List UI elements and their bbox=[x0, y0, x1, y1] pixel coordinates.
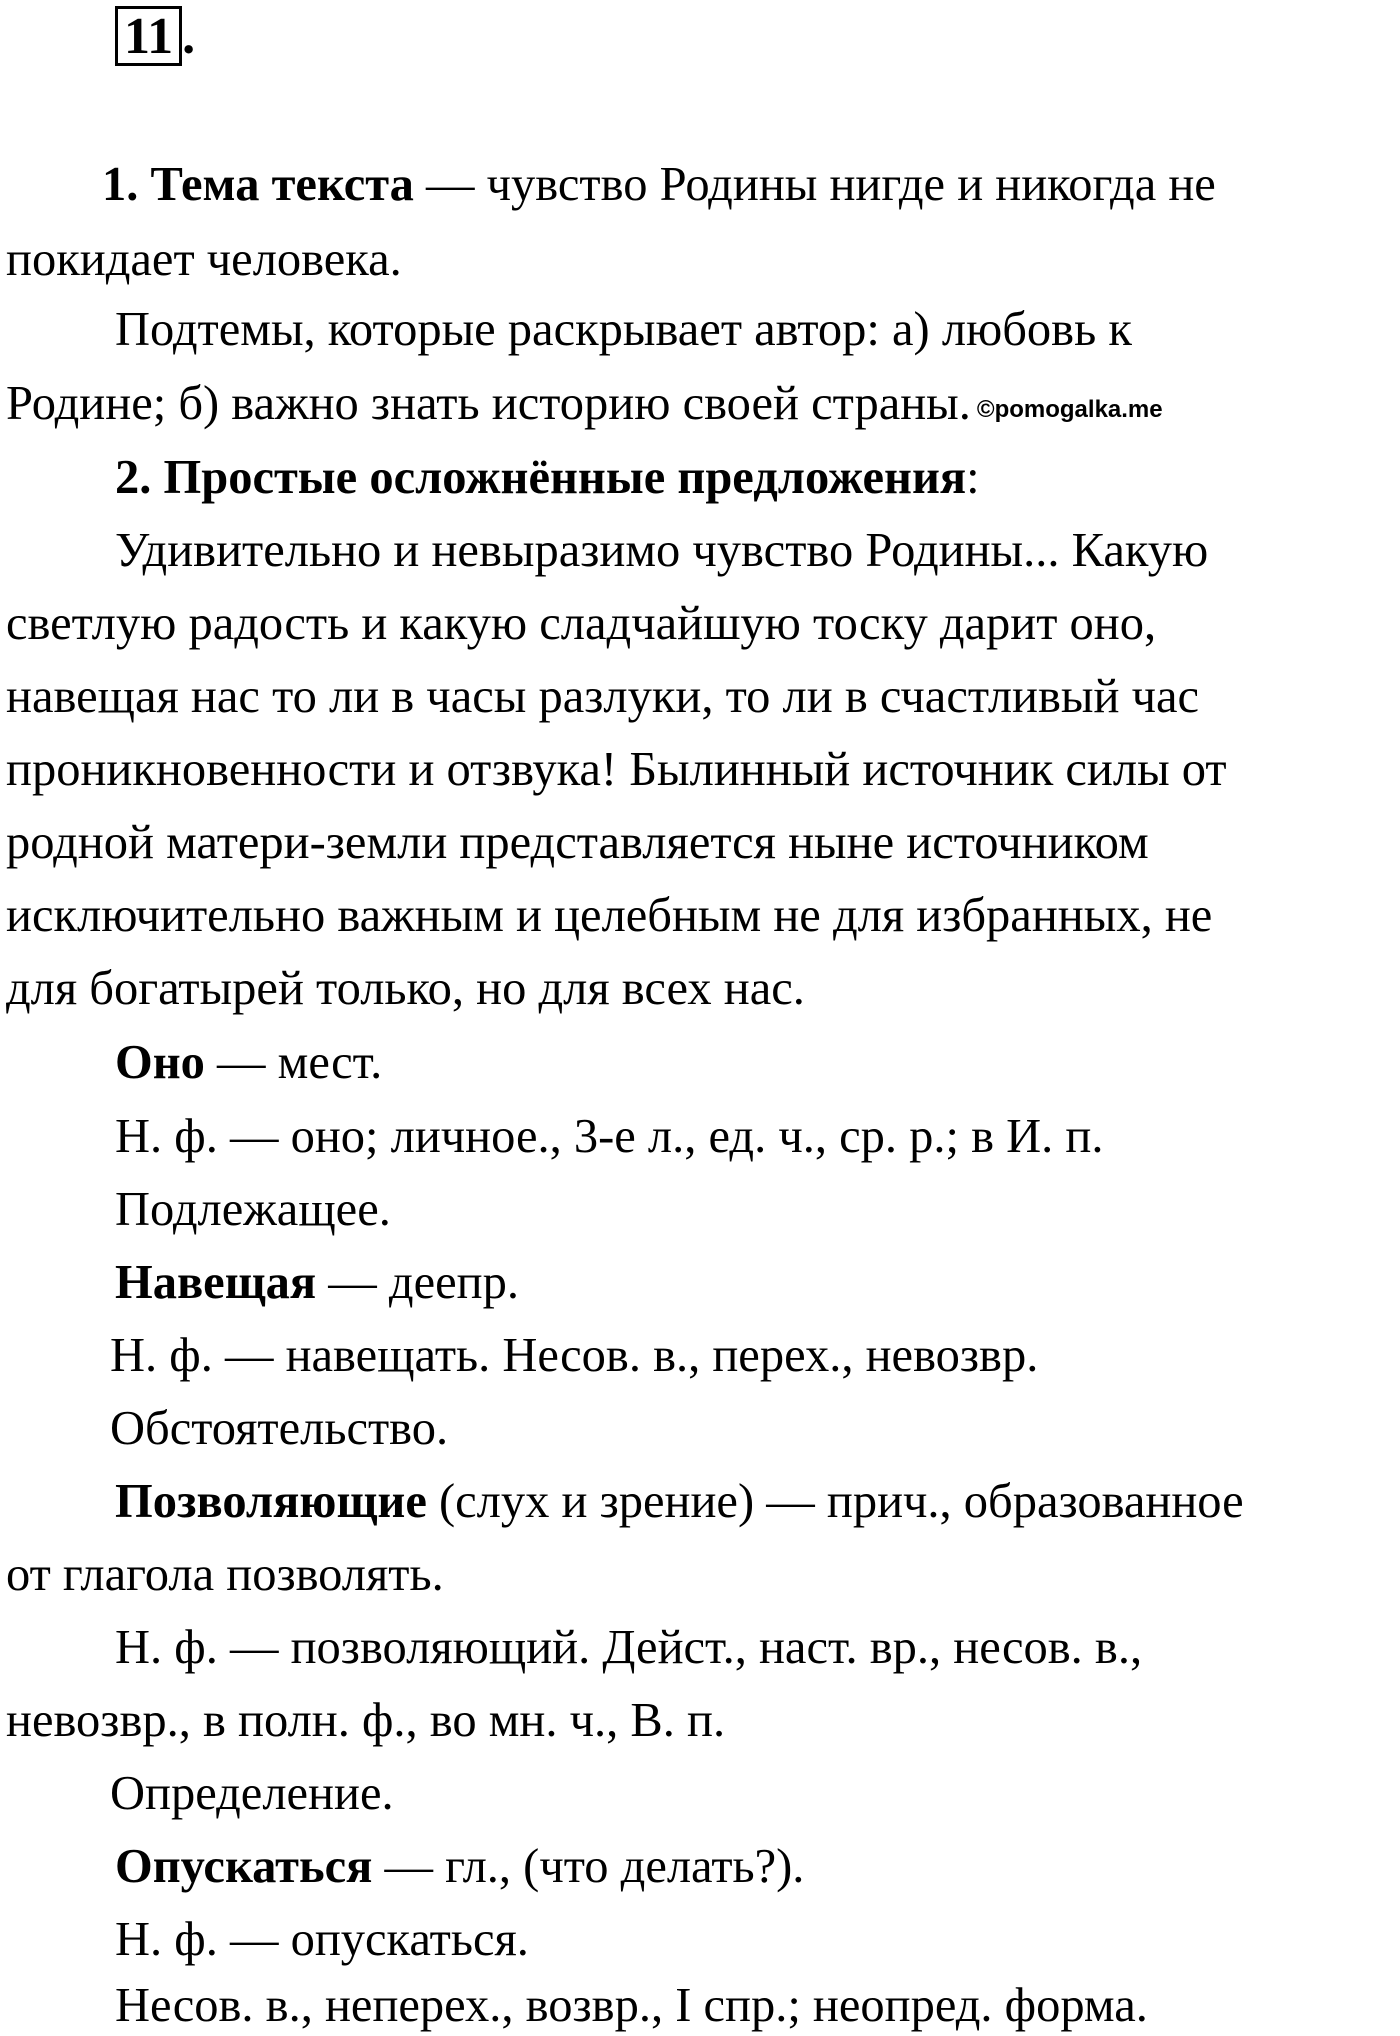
line-text: Н. ф. — навещать. Несов. в., перех., невозвр. bbox=[110, 1329, 1039, 1382]
line-text: — гл., (что делать?). bbox=[372, 1840, 805, 1893]
line-text: Н. ф. — оно; личное., 3-е л., ед. ч., ср. р.; в И. п. bbox=[115, 1110, 1104, 1163]
text-line bbox=[6, 377, 1163, 430]
text-line bbox=[6, 889, 1213, 942]
text-line bbox=[115, 1979, 1148, 2032]
text-line bbox=[6, 1548, 444, 1601]
text-line bbox=[110, 1402, 449, 1455]
exercise-number bbox=[115, 6, 195, 66]
line-text: (слух и зрение) — прич., образованное bbox=[426, 1475, 1244, 1528]
topic-heading: 1. Тема текста bbox=[102, 158, 414, 211]
line-text: светлую радость и какую сладчайшую тоску дарит оно, bbox=[6, 597, 1157, 650]
line-text: невозвр., в полн. ф., во мн. ч., В. п. bbox=[6, 1694, 726, 1747]
text-line bbox=[115, 1183, 391, 1236]
watermark: ©pomogalka.me bbox=[976, 396, 1163, 423]
text-line bbox=[115, 303, 1132, 356]
line-text: — деепр. bbox=[316, 1256, 519, 1309]
text-line bbox=[6, 962, 805, 1015]
text-line bbox=[110, 1767, 394, 1820]
line-text: для богатырей только, но для всех нас. bbox=[6, 962, 805, 1015]
word-heading: Оно bbox=[115, 1036, 205, 1089]
exercise-number-box: 11 bbox=[115, 6, 182, 66]
line-text: Н. ф. — опускаться. bbox=[115, 1913, 529, 1966]
text-line bbox=[115, 1621, 1143, 1674]
line-text: Подтемы, которые раскрывает автор: а) любовь к bbox=[115, 303, 1132, 356]
line-text: Обстоятельство. bbox=[110, 1402, 449, 1455]
word-heading: Навещая bbox=[115, 1256, 317, 1309]
topic-line bbox=[102, 158, 1216, 211]
topic-text: — чувство Родины нигде и никогда не bbox=[413, 158, 1216, 211]
text-line bbox=[6, 670, 1200, 723]
line-text: — мест. bbox=[204, 1036, 383, 1089]
sentences-line bbox=[115, 451, 980, 504]
text-line bbox=[115, 524, 1209, 577]
line-text: от глагола позволять. bbox=[6, 1548, 444, 1601]
line-text: родной матери-земли представляется ныне источником bbox=[6, 816, 1149, 869]
line-text: : bbox=[966, 451, 980, 504]
text-line bbox=[115, 1913, 529, 1966]
line-text: Н. ф. — позволяющий. Дейст., наст. вр., несов. в., bbox=[115, 1621, 1143, 1674]
word-heading-line bbox=[115, 1840, 805, 1893]
line-text: проникновенности и отзвука! Былинный источник силы от bbox=[6, 743, 1227, 796]
line-text: навещая нас то ли в часы разлуки, то ли в счастливый час bbox=[6, 670, 1200, 723]
word-heading-line bbox=[115, 1256, 519, 1309]
exercise-number-dot: . bbox=[182, 8, 196, 65]
line-text: Удивительно и невыразимо чувство Родины... Какую bbox=[115, 524, 1209, 577]
text-line bbox=[115, 1110, 1104, 1163]
line-text: Подлежащее. bbox=[115, 1183, 391, 1236]
line-text: Родине; б) важно знать историю своей страны. bbox=[6, 377, 971, 430]
line-text: Определение. bbox=[110, 1767, 394, 1820]
text-line bbox=[6, 233, 402, 286]
sentences-heading: 2. Простые осложнённые предложения bbox=[115, 451, 967, 504]
line-text: исключительно важным и целебным не для избранных, не bbox=[6, 889, 1213, 942]
line-text: покидает человека. bbox=[6, 233, 402, 286]
line-text: Несов. в., неперех., возвр., I спр.; неопред. форма. bbox=[115, 1979, 1148, 2032]
word-heading-line bbox=[115, 1036, 383, 1089]
text-line bbox=[110, 1329, 1039, 1382]
text-line bbox=[6, 597, 1157, 650]
text-line bbox=[6, 743, 1227, 796]
word-heading: Опускаться bbox=[115, 1840, 373, 1893]
word-heading-line bbox=[115, 1475, 1244, 1528]
text-line bbox=[6, 816, 1149, 869]
word-heading: Позволяющие bbox=[115, 1475, 427, 1528]
text-line bbox=[6, 1694, 726, 1747]
